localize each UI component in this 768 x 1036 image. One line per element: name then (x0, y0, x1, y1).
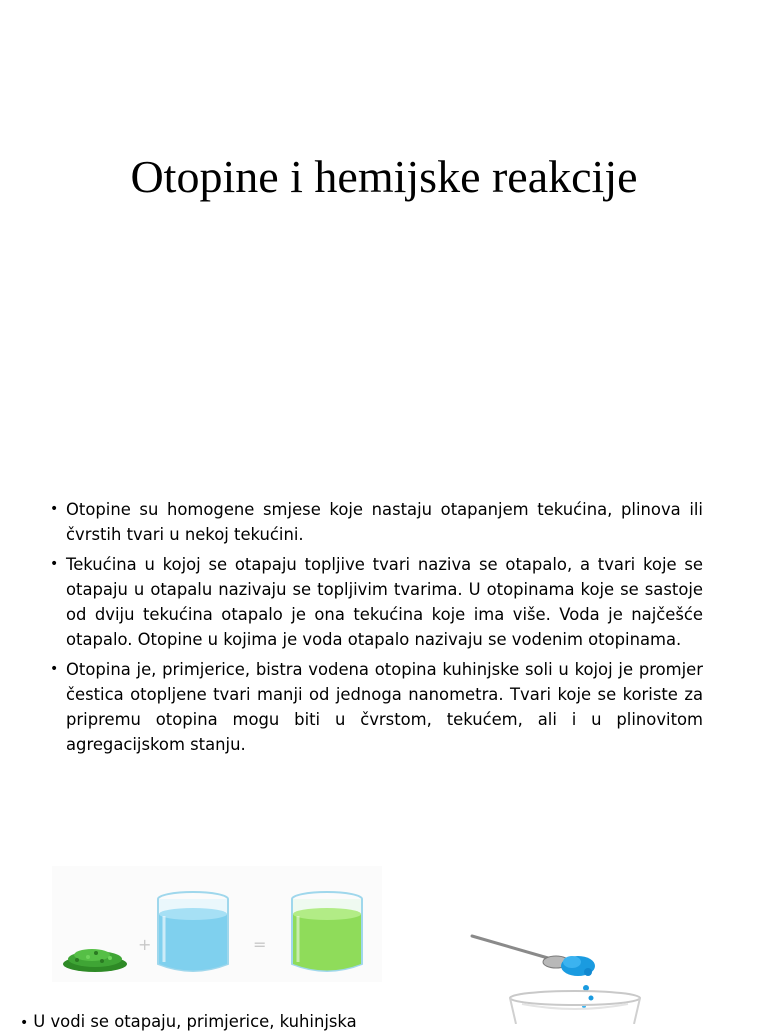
equals-sign: = (253, 935, 267, 954)
plus-sign: + (138, 935, 152, 954)
bullet-list (47, 497, 703, 762)
bullet-dot-icon: • (50, 661, 59, 677)
blue-crystals-icon (561, 956, 595, 1008)
bullet-text: Otopine su homogene smjese koje nastaju otapanjem tekućina, plinova ili čvrstih tvari u nekoj tekućini. (66, 500, 703, 544)
glass-bowl-icon (510, 991, 640, 1024)
bullet-item (47, 497, 703, 547)
green-granules-icon (63, 949, 127, 972)
bullet-dot-icon: • (50, 501, 59, 517)
bullet-text: Otopina je, primjerice, bistra vodena otopina kuhinjske soli u kojoj je promjer čestica otopljene tvari manji od jednoga nanometra. Tvari koje se koriste za pripremu otopina mogu biti u čvrstom, tekućem, ali i u plinovitom agregacijskom stanju. (66, 660, 703, 754)
bullet-item (47, 552, 703, 652)
next-bullet-partial (20, 1009, 440, 1036)
bullet-text: U vodi se otapaju, primjerice, kuhinjska (33, 1012, 357, 1031)
solution-beaker-icon (292, 892, 362, 971)
spoon-icon (472, 936, 569, 968)
spoon-crystals-illustration (470, 916, 705, 1024)
bullet-item (47, 657, 703, 757)
bullet-dot-icon: • (50, 556, 59, 572)
slide-title: Otopine i hemijske reakcije (130, 151, 638, 202)
bullet-dot-icon: • (20, 1015, 29, 1031)
dissolution-illustration (52, 866, 382, 982)
water-beaker-icon (158, 892, 228, 971)
bullet-text: Tekućina u kojoj se otapaju topljive tvari naziva se otapalo, a tvari koje se otapaju u otapalu nazivaju se topljivim tvarima. U otopinama koje se sastoje od dviju tekućina otapalo je ona tekućina koje ima više. Voda je najčešće otapalo. Otopine u kojima je voda otapalo nazivaju se vodenim otopinama. (66, 555, 703, 649)
